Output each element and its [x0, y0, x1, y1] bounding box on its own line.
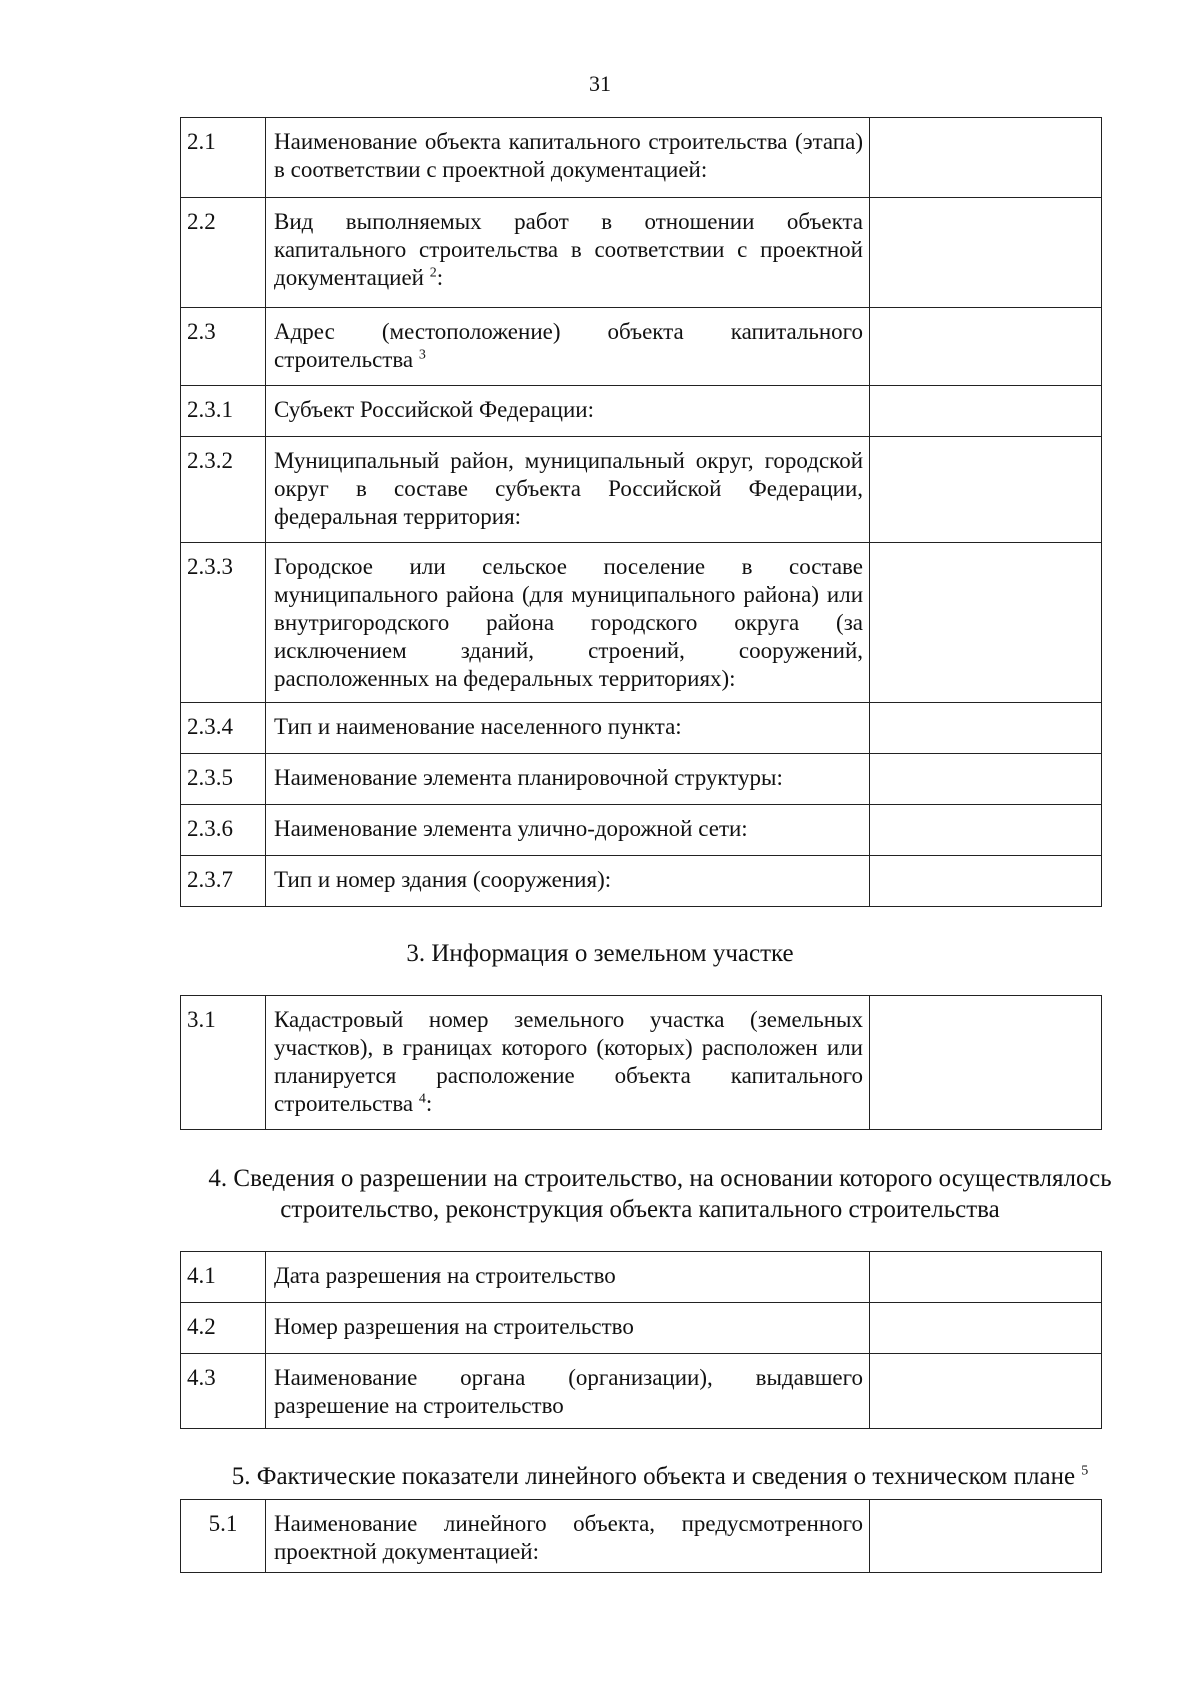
table-row: [181, 198, 1102, 308]
table-section-2: [180, 117, 1102, 907]
value-cell[interactable]: [870, 386, 1102, 437]
row-label: Тип и наименование населенного пункта:: [266, 703, 870, 754]
row-number: 4.3: [181, 1354, 266, 1429]
row-label: Наименование элемента планировочной структуры:: [266, 754, 870, 805]
value-cell[interactable]: [870, 1303, 1102, 1354]
row-label: Тип и номер здания (сооружения):: [266, 856, 870, 907]
row-label: Наименование органа (организации), выдавшего разрешение на строительство: [266, 1354, 870, 1429]
value-cell[interactable]: [870, 308, 1102, 386]
table-section-3: [180, 995, 1102, 1130]
row-label: Городское или сельское поселение в составе муниципального района (для муниципального района) или внутригородского района городского округа (за исключением зданий, строений, сооружений, расположенных на федеральных территориях):: [266, 543, 870, 703]
row-number: 3.1: [181, 996, 266, 1130]
value-cell[interactable]: [870, 1252, 1102, 1303]
row-number: 4.1: [181, 1252, 266, 1303]
value-cell[interactable]: [870, 1354, 1102, 1429]
table-row: [181, 1303, 1102, 1354]
row-number: 4.2: [181, 1303, 266, 1354]
row-number: 2.2: [181, 198, 266, 308]
value-cell[interactable]: [870, 805, 1102, 856]
value-cell[interactable]: [870, 996, 1102, 1130]
table-row: [181, 543, 1102, 703]
row-label: Вид выполняемых работ в отношении объекта капитального строительства в соответствии с проектной документацией $^2$:: [266, 198, 870, 308]
table-row: [181, 386, 1102, 437]
table-row: [181, 118, 1102, 198]
table-section-4: [180, 1251, 1102, 1429]
table-row: [181, 1500, 1102, 1573]
value-cell[interactable]: [870, 754, 1102, 805]
row-label: Адрес (местоположение) объекта капитального строительства $^3$: [266, 308, 870, 386]
row-number: 2.3: [181, 308, 266, 386]
row-number: 2.1: [181, 118, 266, 198]
row-number: 2.3.5: [181, 754, 266, 805]
table-row: [181, 856, 1102, 907]
value-cell[interactable]: [870, 118, 1102, 198]
row-label: Номер разрешения на строительство: [266, 1303, 870, 1354]
row-number: 2.3.3: [181, 543, 266, 703]
section-4-title-line2: строительство, реконструкция объекта капитального строительства: [280, 1196, 1000, 1223]
section-4-title-line1: 4. Сведения о разрешении на строительство, на основании которого осуществлялось: [208, 1165, 1112, 1192]
table-row: [181, 1252, 1102, 1303]
page-number: 31: [589, 71, 611, 96]
row-number: 2.3.2: [181, 437, 266, 543]
value-cell[interactable]: [870, 437, 1102, 543]
footnote-ref: 3: [418, 347, 426, 363]
section-3-title: 3. Информация о земельном участке: [406, 940, 794, 967]
footnote-ref: 5: [1081, 1463, 1089, 1479]
value-cell[interactable]: [870, 856, 1102, 907]
table-section-5: [180, 1499, 1102, 1573]
section-5-title: 5. Фактические показатели линейного объекта и сведения о техническом плане $^5$: [231, 1463, 1089, 1490]
row-number: 2.3.6: [181, 805, 266, 856]
row-label: Наименование объекта капитального строительства (этапа) в соответствии с проектной документацией:: [266, 118, 870, 198]
row-label: Наименование элемента улично-дорожной сети:: [266, 805, 870, 856]
table-row: [181, 703, 1102, 754]
table-row: [181, 805, 1102, 856]
footnote-ref: 4: [418, 1091, 426, 1107]
row-label: Дата разрешения на строительство: [266, 1252, 870, 1303]
row-number: 2.3.4: [181, 703, 266, 754]
value-cell[interactable]: [870, 703, 1102, 754]
row-label: Субъект Российской Федерации:: [266, 386, 870, 437]
table-row: [181, 996, 1102, 1130]
table-row: [181, 1354, 1102, 1429]
row-label: Наименование линейного объекта, предусмотренного проектной документацией:: [266, 1500, 870, 1573]
row-label: Муниципальный район, муниципальный округ, городской округ в составе субъекта Российской Федерации, федеральная территория:: [266, 437, 870, 543]
table-row: [181, 308, 1102, 386]
value-cell[interactable]: [870, 198, 1102, 308]
value-cell[interactable]: [870, 1500, 1102, 1573]
value-cell[interactable]: [870, 543, 1102, 703]
row-label: Кадастровый номер земельного участка (земельных участков), в границах которого (которых) расположен или планируется расположение объекта капитального строительства $^4$:: [266, 996, 870, 1130]
row-number: 2.3.1: [181, 386, 266, 437]
table-row: [181, 754, 1102, 805]
table-row: [181, 437, 1102, 543]
row-number: 2.3.7: [181, 856, 266, 907]
row-number: 5.1: [181, 1500, 266, 1573]
footnote-ref: 2: [429, 265, 437, 281]
